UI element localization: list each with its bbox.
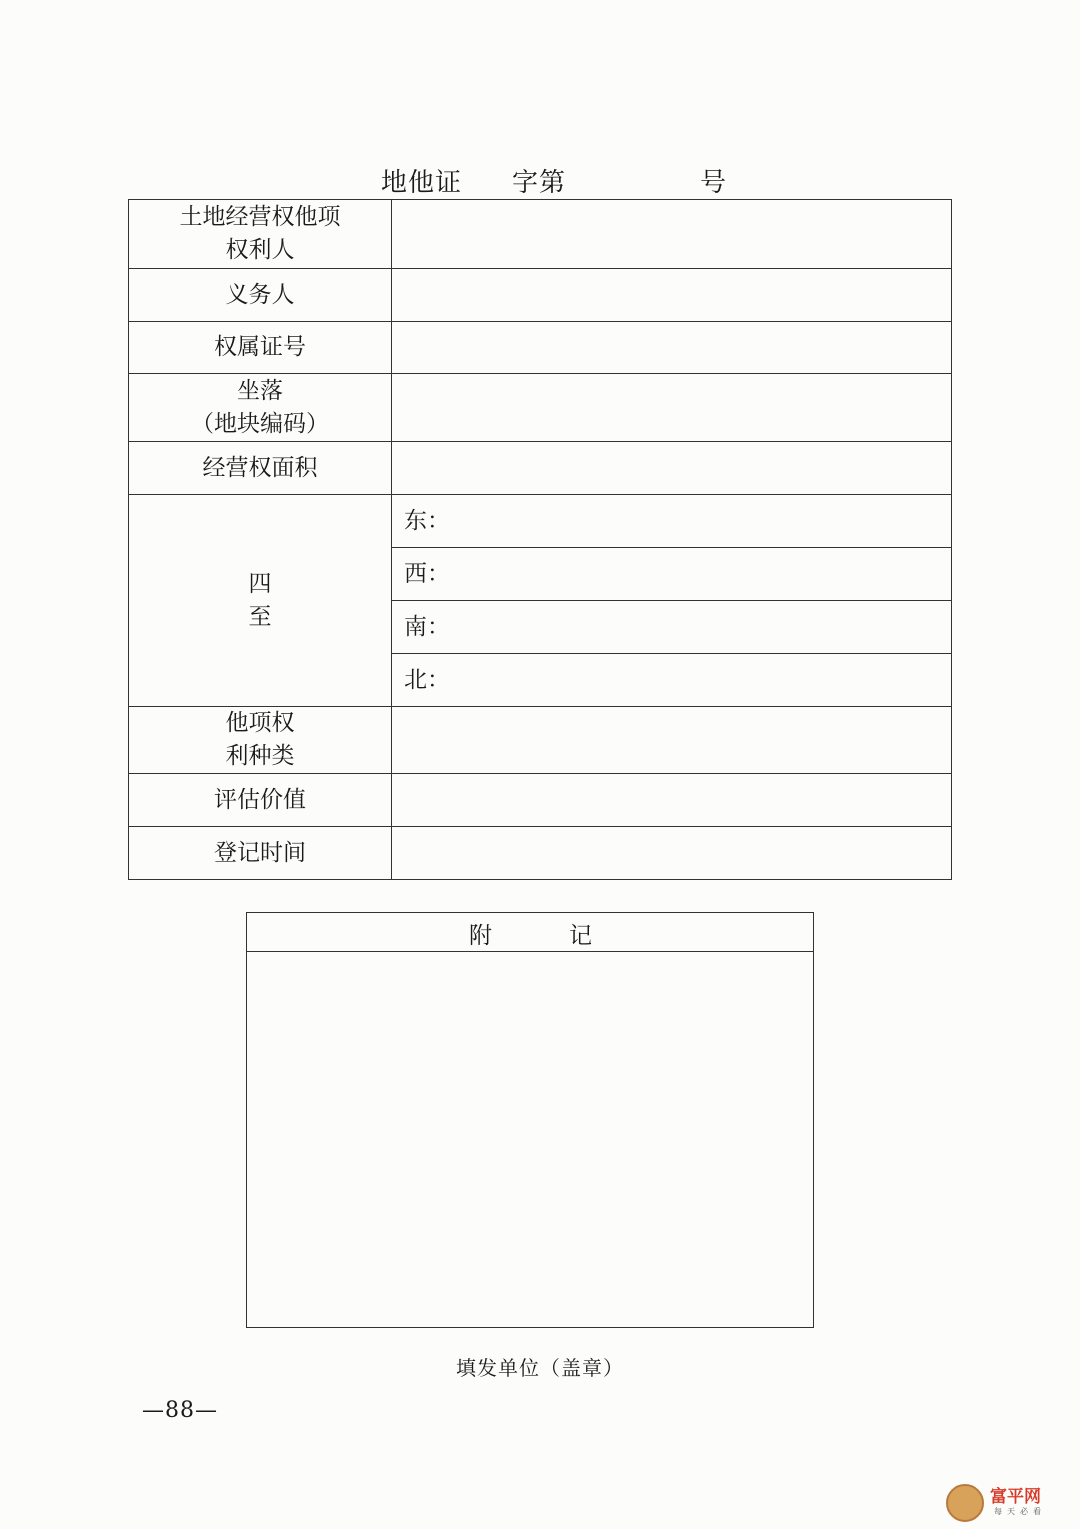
table-row-valuation	[129, 774, 952, 827]
value-valuation[interactable]	[392, 774, 952, 827]
table-row-location	[129, 374, 952, 442]
remarks-body[interactable]	[247, 952, 813, 1326]
watermark-logo	[946, 1482, 1058, 1524]
value-reg-time[interactable]	[392, 827, 952, 880]
table-row-obligor	[129, 269, 952, 322]
table-row-cert-no	[129, 322, 952, 374]
value-north[interactable]: 北：	[392, 654, 952, 707]
value-obligor[interactable]	[392, 269, 952, 322]
label-obligor: 义务人	[129, 269, 392, 322]
table-row-east	[129, 495, 952, 548]
remarks-header	[247, 913, 813, 952]
label-reg-time: 登记时间	[129, 827, 392, 880]
value-east[interactable]: 东：	[392, 495, 952, 548]
title-cert-type: 地他证	[381, 168, 463, 198]
building-icon	[946, 1484, 984, 1522]
label-valuation: 评估价值	[129, 774, 392, 827]
label-location: 坐落 （地块编码）	[129, 374, 392, 442]
remarks-title-right: 记	[569, 923, 592, 949]
remarks-box	[246, 912, 814, 1328]
issuer-seal-label: 填发单位（盖章）	[456, 1356, 624, 1380]
table-row-holder	[129, 200, 952, 269]
value-west[interactable]: 西：	[392, 548, 952, 601]
label-area: 经营权面积	[129, 442, 392, 495]
form-title	[0, 162, 1080, 202]
watermark-text: 富平网	[990, 1487, 1041, 1507]
value-right-type[interactable]	[392, 707, 952, 774]
page-number: —88—	[142, 1398, 218, 1423]
value-area[interactable]	[392, 442, 952, 495]
registration-table	[128, 199, 952, 880]
label-right-type: 他项权 利种类	[129, 707, 392, 774]
value-south[interactable]: 南：	[392, 601, 952, 654]
title-word-number: 字第	[512, 168, 567, 198]
label-holder: 土地经营权他项 权利人	[129, 200, 392, 269]
table-row-area	[129, 442, 952, 495]
label-cert-no: 权属证号	[129, 322, 392, 374]
label-boundaries: 四 至	[129, 495, 392, 707]
table-row-right-type	[129, 707, 952, 774]
watermark-subtext: 每天必看	[994, 1507, 1046, 1516]
value-holder[interactable]	[392, 200, 952, 269]
table-row-reg-time	[129, 827, 952, 880]
remarks-title-left: 附	[469, 923, 492, 949]
value-cert-no[interactable]	[392, 322, 952, 374]
title-number-suffix: 号	[700, 168, 728, 198]
value-location[interactable]	[392, 374, 952, 442]
